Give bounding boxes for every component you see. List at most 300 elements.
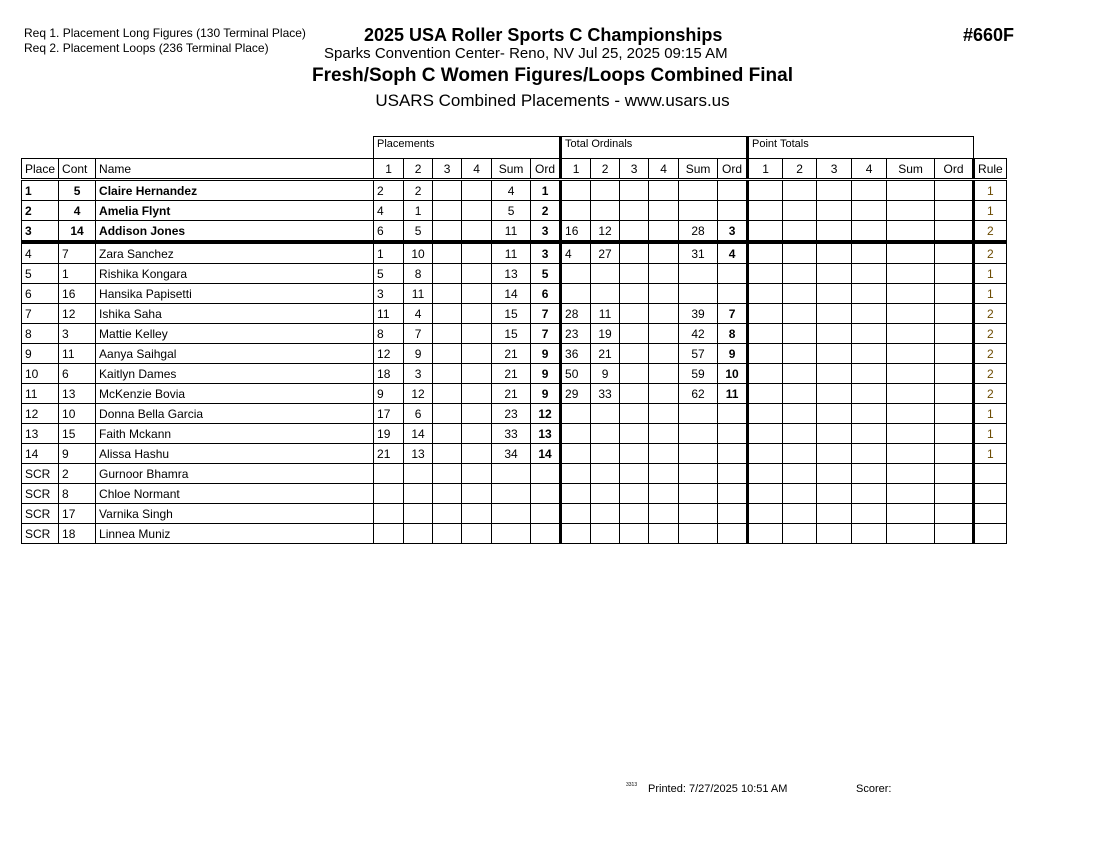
score-cell bbox=[935, 464, 974, 484]
score-cell bbox=[974, 504, 1007, 524]
table-row bbox=[22, 484, 1007, 504]
score-cell bbox=[748, 464, 783, 484]
score-cell bbox=[783, 524, 817, 544]
score-cell bbox=[748, 424, 783, 444]
score-cell bbox=[718, 484, 748, 504]
score-cell bbox=[748, 304, 783, 324]
score-cell bbox=[783, 444, 817, 464]
score-cell bbox=[620, 424, 649, 444]
score-cell bbox=[620, 201, 649, 221]
score-cell bbox=[649, 242, 679, 264]
score-cell bbox=[718, 464, 748, 484]
score-cell: 2 bbox=[404, 180, 433, 201]
score-cell: 3 bbox=[718, 221, 748, 243]
score-cell bbox=[748, 284, 783, 304]
place: SCR bbox=[22, 484, 59, 504]
score-cell: 28 bbox=[679, 221, 718, 243]
score-cell bbox=[433, 264, 462, 284]
score-cell: 59 bbox=[679, 364, 718, 384]
score-cell bbox=[817, 201, 852, 221]
score-cell: 14 bbox=[492, 284, 531, 304]
score-cell bbox=[748, 484, 783, 504]
column-header: Cont bbox=[59, 159, 96, 180]
score-cell: 8 bbox=[374, 324, 404, 344]
score-cell bbox=[852, 180, 887, 201]
score-cell bbox=[783, 364, 817, 384]
score-cell bbox=[462, 404, 492, 424]
score-cell bbox=[649, 404, 679, 424]
score-cell bbox=[561, 444, 591, 464]
score-cell bbox=[462, 201, 492, 221]
score-cell bbox=[679, 504, 718, 524]
score-cell bbox=[852, 424, 887, 444]
score-cell: 11 bbox=[591, 304, 620, 324]
score-cell bbox=[620, 264, 649, 284]
score-cell bbox=[679, 444, 718, 464]
score-cell: 11 bbox=[492, 221, 531, 243]
cont: 14 bbox=[59, 221, 96, 243]
score-cell bbox=[404, 524, 433, 544]
score-cell bbox=[433, 464, 462, 484]
score-cell bbox=[852, 364, 887, 384]
score-cell: 8 bbox=[404, 264, 433, 284]
score-cell bbox=[817, 304, 852, 324]
score-cell bbox=[783, 464, 817, 484]
score-cell bbox=[748, 242, 783, 264]
score-cell: 2 bbox=[374, 180, 404, 201]
score-cell: 4 bbox=[718, 242, 748, 264]
score-cell bbox=[783, 324, 817, 344]
name: Linnea Muniz bbox=[96, 524, 374, 544]
score-cell bbox=[887, 221, 935, 243]
score-cell bbox=[887, 404, 935, 424]
score-cell: 3 bbox=[404, 364, 433, 384]
cont: 16 bbox=[59, 284, 96, 304]
score-cell bbox=[433, 344, 462, 364]
score-cell bbox=[935, 384, 974, 404]
score-cell bbox=[748, 404, 783, 424]
score-cell bbox=[817, 524, 852, 544]
score-cell bbox=[433, 524, 462, 544]
column-header: Ord bbox=[718, 159, 748, 180]
score-cell bbox=[748, 504, 783, 524]
column-header: Name bbox=[96, 159, 374, 180]
score-cell bbox=[531, 504, 561, 524]
score-cell bbox=[718, 424, 748, 444]
score-cell bbox=[748, 264, 783, 284]
score-cell bbox=[462, 242, 492, 264]
score-cell: 12 bbox=[374, 344, 404, 364]
score-cell bbox=[748, 201, 783, 221]
table-row bbox=[22, 180, 1007, 201]
score-cell: 6 bbox=[531, 284, 561, 304]
name: Amelia Flynt bbox=[96, 201, 374, 221]
score-cell bbox=[887, 504, 935, 524]
score-cell bbox=[591, 424, 620, 444]
score-cell: 13 bbox=[404, 444, 433, 464]
score-cell bbox=[591, 404, 620, 424]
score-cell bbox=[374, 484, 404, 504]
score-cell bbox=[433, 284, 462, 304]
place: 14 bbox=[22, 444, 59, 464]
score-cell bbox=[748, 221, 783, 243]
score-cell bbox=[748, 364, 783, 384]
score-cell bbox=[433, 304, 462, 324]
table-row bbox=[22, 221, 1007, 243]
score-cell: 6 bbox=[404, 404, 433, 424]
score-cell bbox=[492, 484, 531, 504]
score-cell: 12 bbox=[404, 384, 433, 404]
score-cell: 1 bbox=[374, 242, 404, 264]
score-cell bbox=[561, 524, 591, 544]
score-cell bbox=[433, 404, 462, 424]
cont: 13 bbox=[59, 384, 96, 404]
column-header: Ord bbox=[935, 159, 974, 180]
score-cell bbox=[649, 264, 679, 284]
score-cell bbox=[561, 284, 591, 304]
requirement-1: Req 1. Placement Long Figures (130 Terminal Place) bbox=[24, 26, 306, 40]
cont: 18 bbox=[59, 524, 96, 544]
score-cell bbox=[492, 504, 531, 524]
score-cell: 8 bbox=[718, 324, 748, 344]
score-cell: 14 bbox=[404, 424, 433, 444]
score-cell: 11 bbox=[718, 384, 748, 404]
score-cell bbox=[718, 524, 748, 544]
score-cell bbox=[462, 524, 492, 544]
score-cell bbox=[462, 304, 492, 324]
score-cell bbox=[783, 242, 817, 264]
place: 13 bbox=[22, 424, 59, 444]
score-cell bbox=[783, 404, 817, 424]
score-cell bbox=[718, 404, 748, 424]
name: Alissa Hashu bbox=[96, 444, 374, 464]
venue-date: Sparks Convention Center- Reno, NV Jul 25, 2025 09:15 AM bbox=[324, 45, 728, 62]
score-cell bbox=[887, 324, 935, 344]
score-cell bbox=[620, 304, 649, 324]
score-cell bbox=[561, 264, 591, 284]
score-cell bbox=[718, 201, 748, 221]
score-cell bbox=[433, 484, 462, 504]
name: Claire Hernandez bbox=[96, 180, 374, 201]
table-row bbox=[22, 384, 1007, 404]
score-cell bbox=[462, 484, 492, 504]
score-cell bbox=[591, 284, 620, 304]
score-cell bbox=[462, 221, 492, 243]
score-cell bbox=[433, 201, 462, 221]
score-cell bbox=[887, 344, 935, 364]
name: McKenzie Bovia bbox=[96, 384, 374, 404]
table-row bbox=[22, 444, 1007, 464]
score-cell: 7 bbox=[531, 304, 561, 324]
score-cell bbox=[374, 524, 404, 544]
score-cell bbox=[783, 304, 817, 324]
cont: 12 bbox=[59, 304, 96, 324]
score-cell bbox=[852, 504, 887, 524]
score-cell bbox=[852, 221, 887, 243]
score-cell bbox=[649, 344, 679, 364]
score-cell: 1 bbox=[531, 180, 561, 201]
score-cell: 7 bbox=[404, 324, 433, 344]
name: Faith Mckann bbox=[96, 424, 374, 444]
score-cell: 29 bbox=[561, 384, 591, 404]
score-cell bbox=[935, 344, 974, 364]
cont: 1 bbox=[59, 264, 96, 284]
score-cell bbox=[679, 180, 718, 201]
table-row bbox=[22, 524, 1007, 544]
score-cell bbox=[817, 504, 852, 524]
score-cell bbox=[935, 424, 974, 444]
score-cell: 9 bbox=[718, 344, 748, 364]
score-cell bbox=[748, 344, 783, 364]
score-cell bbox=[935, 201, 974, 221]
score-cell: 4 bbox=[561, 242, 591, 264]
score-cell bbox=[620, 364, 649, 384]
score-cell bbox=[783, 344, 817, 364]
score-cell bbox=[817, 424, 852, 444]
score-cell: 7 bbox=[531, 324, 561, 344]
place: 2 bbox=[22, 201, 59, 221]
score-cell bbox=[852, 324, 887, 344]
score-cell bbox=[783, 284, 817, 304]
score-cell bbox=[783, 384, 817, 404]
score-cell bbox=[620, 524, 649, 544]
score-cell bbox=[887, 180, 935, 201]
score-cell: 28 bbox=[561, 304, 591, 324]
score-cell bbox=[591, 201, 620, 221]
score-cell bbox=[817, 324, 852, 344]
score-cell bbox=[462, 444, 492, 464]
table-row bbox=[22, 404, 1007, 424]
score-cell bbox=[492, 524, 531, 544]
score-cell bbox=[462, 264, 492, 284]
name: Varnika Singh bbox=[96, 504, 374, 524]
score-cell: 1 bbox=[974, 404, 1007, 424]
score-cell bbox=[649, 324, 679, 344]
score-cell bbox=[620, 384, 649, 404]
score-cell bbox=[887, 484, 935, 504]
score-cell bbox=[561, 464, 591, 484]
score-cell: 31 bbox=[679, 242, 718, 264]
score-cell: 13 bbox=[531, 424, 561, 444]
score-cell bbox=[817, 364, 852, 384]
score-cell: 6 bbox=[374, 221, 404, 243]
score-cell: 2 bbox=[531, 201, 561, 221]
score-cell: 12 bbox=[591, 221, 620, 243]
printed-timestamp: Printed: 7/27/2025 10:51 AM bbox=[648, 783, 788, 795]
score-cell bbox=[620, 242, 649, 264]
score-cell: 36 bbox=[561, 344, 591, 364]
score-cell bbox=[561, 201, 591, 221]
score-cell: 7 bbox=[718, 304, 748, 324]
score-cell: 5 bbox=[374, 264, 404, 284]
score-cell bbox=[462, 464, 492, 484]
score-cell bbox=[561, 404, 591, 424]
score-cell: 12 bbox=[531, 404, 561, 424]
score-cell bbox=[935, 404, 974, 424]
score-cell: 16 bbox=[561, 221, 591, 243]
results-table bbox=[21, 136, 1007, 544]
score-cell bbox=[374, 504, 404, 524]
column-header: 4 bbox=[462, 159, 492, 180]
cont: 15 bbox=[59, 424, 96, 444]
score-cell: 1 bbox=[974, 424, 1007, 444]
score-cell bbox=[783, 424, 817, 444]
place: 12 bbox=[22, 404, 59, 424]
score-cell: 21 bbox=[591, 344, 620, 364]
table-row bbox=[22, 504, 1007, 524]
table-row bbox=[22, 264, 1007, 284]
cont: 4 bbox=[59, 201, 96, 221]
score-cell: 1 bbox=[974, 180, 1007, 201]
score-cell: 57 bbox=[679, 344, 718, 364]
score-cell bbox=[718, 444, 748, 464]
score-cell: 2 bbox=[974, 242, 1007, 264]
score-cell: 2 bbox=[974, 221, 1007, 243]
report-code: 3313 bbox=[626, 782, 638, 788]
score-cell: 2 bbox=[974, 384, 1007, 404]
column-header-row bbox=[22, 159, 1007, 180]
score-cell bbox=[852, 484, 887, 504]
name: Donna Bella Garcia bbox=[96, 404, 374, 424]
score-cell bbox=[718, 504, 748, 524]
column-header: 2 bbox=[591, 159, 620, 180]
score-cell: 17 bbox=[374, 404, 404, 424]
score-cell bbox=[649, 424, 679, 444]
score-cell bbox=[492, 464, 531, 484]
score-cell bbox=[679, 404, 718, 424]
score-cell bbox=[591, 180, 620, 201]
score-cell bbox=[620, 221, 649, 243]
score-cell: 1 bbox=[404, 201, 433, 221]
cont: 11 bbox=[59, 344, 96, 364]
column-header: 4 bbox=[852, 159, 887, 180]
placements-group-header: Placements bbox=[374, 137, 561, 159]
cont: 7 bbox=[59, 242, 96, 264]
score-cell bbox=[649, 384, 679, 404]
score-cell bbox=[462, 324, 492, 344]
score-cell: 1 bbox=[974, 444, 1007, 464]
score-cell bbox=[649, 524, 679, 544]
name: Addison Jones bbox=[96, 221, 374, 243]
table-row bbox=[22, 324, 1007, 344]
score-cell bbox=[620, 464, 649, 484]
score-cell: 13 bbox=[492, 264, 531, 284]
place: 5 bbox=[22, 264, 59, 284]
place: 7 bbox=[22, 304, 59, 324]
score-cell bbox=[783, 180, 817, 201]
score-cell bbox=[679, 201, 718, 221]
score-cell bbox=[591, 524, 620, 544]
score-cell bbox=[935, 364, 974, 384]
score-cell: 11 bbox=[374, 304, 404, 324]
score-cell bbox=[561, 180, 591, 201]
score-cell bbox=[433, 444, 462, 464]
cont: 2 bbox=[59, 464, 96, 484]
name: Kaitlyn Dames bbox=[96, 364, 374, 384]
score-cell bbox=[620, 344, 649, 364]
score-cell: 62 bbox=[679, 384, 718, 404]
cont: 3 bbox=[59, 324, 96, 344]
score-cell bbox=[620, 504, 649, 524]
score-cell bbox=[935, 524, 974, 544]
column-header: 1 bbox=[374, 159, 404, 180]
score-cell: 10 bbox=[404, 242, 433, 264]
score-cell bbox=[433, 242, 462, 264]
cont: 6 bbox=[59, 364, 96, 384]
cont: 5 bbox=[59, 180, 96, 201]
column-header: Place bbox=[22, 159, 59, 180]
event-title: Fresh/Soph C Women Figures/Loops Combined Final bbox=[311, 65, 793, 86]
place: 9 bbox=[22, 344, 59, 364]
score-cell bbox=[679, 464, 718, 484]
score-cell bbox=[817, 221, 852, 243]
place: SCR bbox=[22, 464, 59, 484]
score-cell bbox=[462, 384, 492, 404]
score-cell: 23 bbox=[492, 404, 531, 424]
score-cell bbox=[817, 484, 852, 504]
event-number: #660F bbox=[963, 25, 1015, 45]
column-header: 1 bbox=[561, 159, 591, 180]
name: Gurnoor Bhamra bbox=[96, 464, 374, 484]
place: 8 bbox=[22, 324, 59, 344]
name: Mattie Kelley bbox=[96, 324, 374, 344]
table-row bbox=[22, 424, 1007, 444]
score-cell bbox=[433, 324, 462, 344]
score-cell bbox=[783, 484, 817, 504]
column-header: Ord bbox=[531, 159, 561, 180]
name: Zara Sanchez bbox=[96, 242, 374, 264]
score-cell bbox=[887, 384, 935, 404]
site-subtitle: USARS Combined Placements - www.usars.us bbox=[375, 91, 730, 110]
column-header: Rule bbox=[974, 159, 1007, 180]
table-row bbox=[22, 464, 1007, 484]
score-cell bbox=[462, 284, 492, 304]
score-cell bbox=[935, 180, 974, 201]
score-cell bbox=[718, 284, 748, 304]
score-cell: 9 bbox=[531, 364, 561, 384]
score-cell bbox=[817, 264, 852, 284]
competition-title: 2025 USA Roller Sports C Championships bbox=[364, 25, 723, 45]
score-cell bbox=[974, 484, 1007, 504]
score-cell bbox=[462, 344, 492, 364]
score-cell: 9 bbox=[591, 364, 620, 384]
score-cell: 5 bbox=[531, 264, 561, 284]
score-cell: 3 bbox=[374, 284, 404, 304]
score-cell bbox=[591, 444, 620, 464]
score-cell bbox=[887, 284, 935, 304]
place: 6 bbox=[22, 284, 59, 304]
score-cell bbox=[649, 444, 679, 464]
score-cell: 2 bbox=[974, 324, 1007, 344]
score-cell bbox=[561, 424, 591, 444]
name: Aanya Saihgal bbox=[96, 344, 374, 364]
score-cell bbox=[748, 180, 783, 201]
score-cell: 21 bbox=[492, 364, 531, 384]
score-cell bbox=[649, 364, 679, 384]
column-header: Sum bbox=[679, 159, 718, 180]
score-cell: 1 bbox=[974, 201, 1007, 221]
column-header: Sum bbox=[492, 159, 531, 180]
score-cell: 4 bbox=[374, 201, 404, 221]
score-cell bbox=[620, 444, 649, 464]
score-cell bbox=[433, 384, 462, 404]
score-cell bbox=[531, 464, 561, 484]
score-cell bbox=[817, 464, 852, 484]
score-cell: 3 bbox=[531, 221, 561, 243]
score-cell bbox=[462, 424, 492, 444]
score-cell bbox=[649, 504, 679, 524]
score-cell: 2 bbox=[974, 364, 1007, 384]
